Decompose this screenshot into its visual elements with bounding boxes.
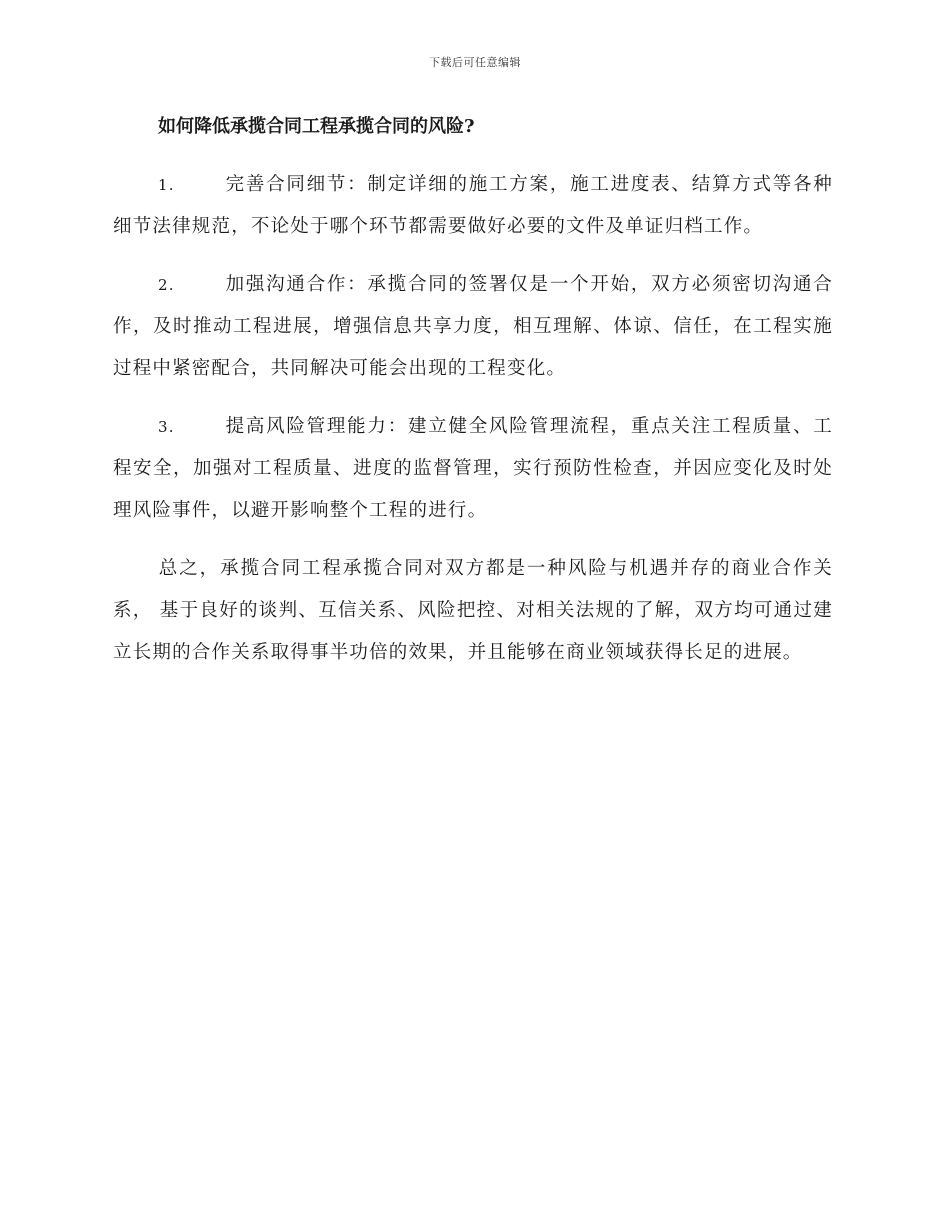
conclusion-text: 总之，承揽合同工程承揽合同对双方都是一种风险与机遇并存的商业合作关系， 基于良好的谈判、互信关系、风险把控、对相关法规的了解，双方均可通过建立长期的合作关系取得事半功倍的效果，并且能够在商业领域获得长足的进展。 — [113, 558, 833, 663]
list-item-text: 加强沟通合作：承揽合同的签署仅是一个开始，双方必须密切沟通合作，及时推动工程进展，增强信息共享力度，相互理解、体谅、信任，在工程实施过程中紧密配合，共同解决可能会出现的工程变化。 — [113, 274, 833, 379]
page-header: 下载后可任意编辑 — [429, 56, 521, 69]
list-item-number: 2. — [158, 276, 175, 294]
document-title: 如何降低承揽合同工程承揽合同的风险? — [158, 116, 475, 137]
list-item-number: 3. — [158, 418, 175, 436]
conclusion-paragraph — [113, 548, 833, 674]
document-body — [113, 112, 833, 690]
list-item-number: 1. — [158, 176, 175, 194]
list-item-text: 提高风险管理能力：建立健全风险管理流程，重点关注工程质量、工程安全，加强对工程质量、进度的监督管理，实行预防性检查，并因应变化及时处理风险事件，以避开影响整个工程的进行。 — [113, 416, 833, 521]
list-item-text: 完善合同细节：制定详细的施工方案，施工进度表、结算方式等各种细节法律规范，不论处于哪个环节都需要做好必要的文件及单证归档工作。 — [113, 174, 833, 237]
list-item-3 — [113, 406, 833, 532]
list-item-1 — [113, 164, 833, 248]
list-item-2 — [113, 264, 833, 390]
